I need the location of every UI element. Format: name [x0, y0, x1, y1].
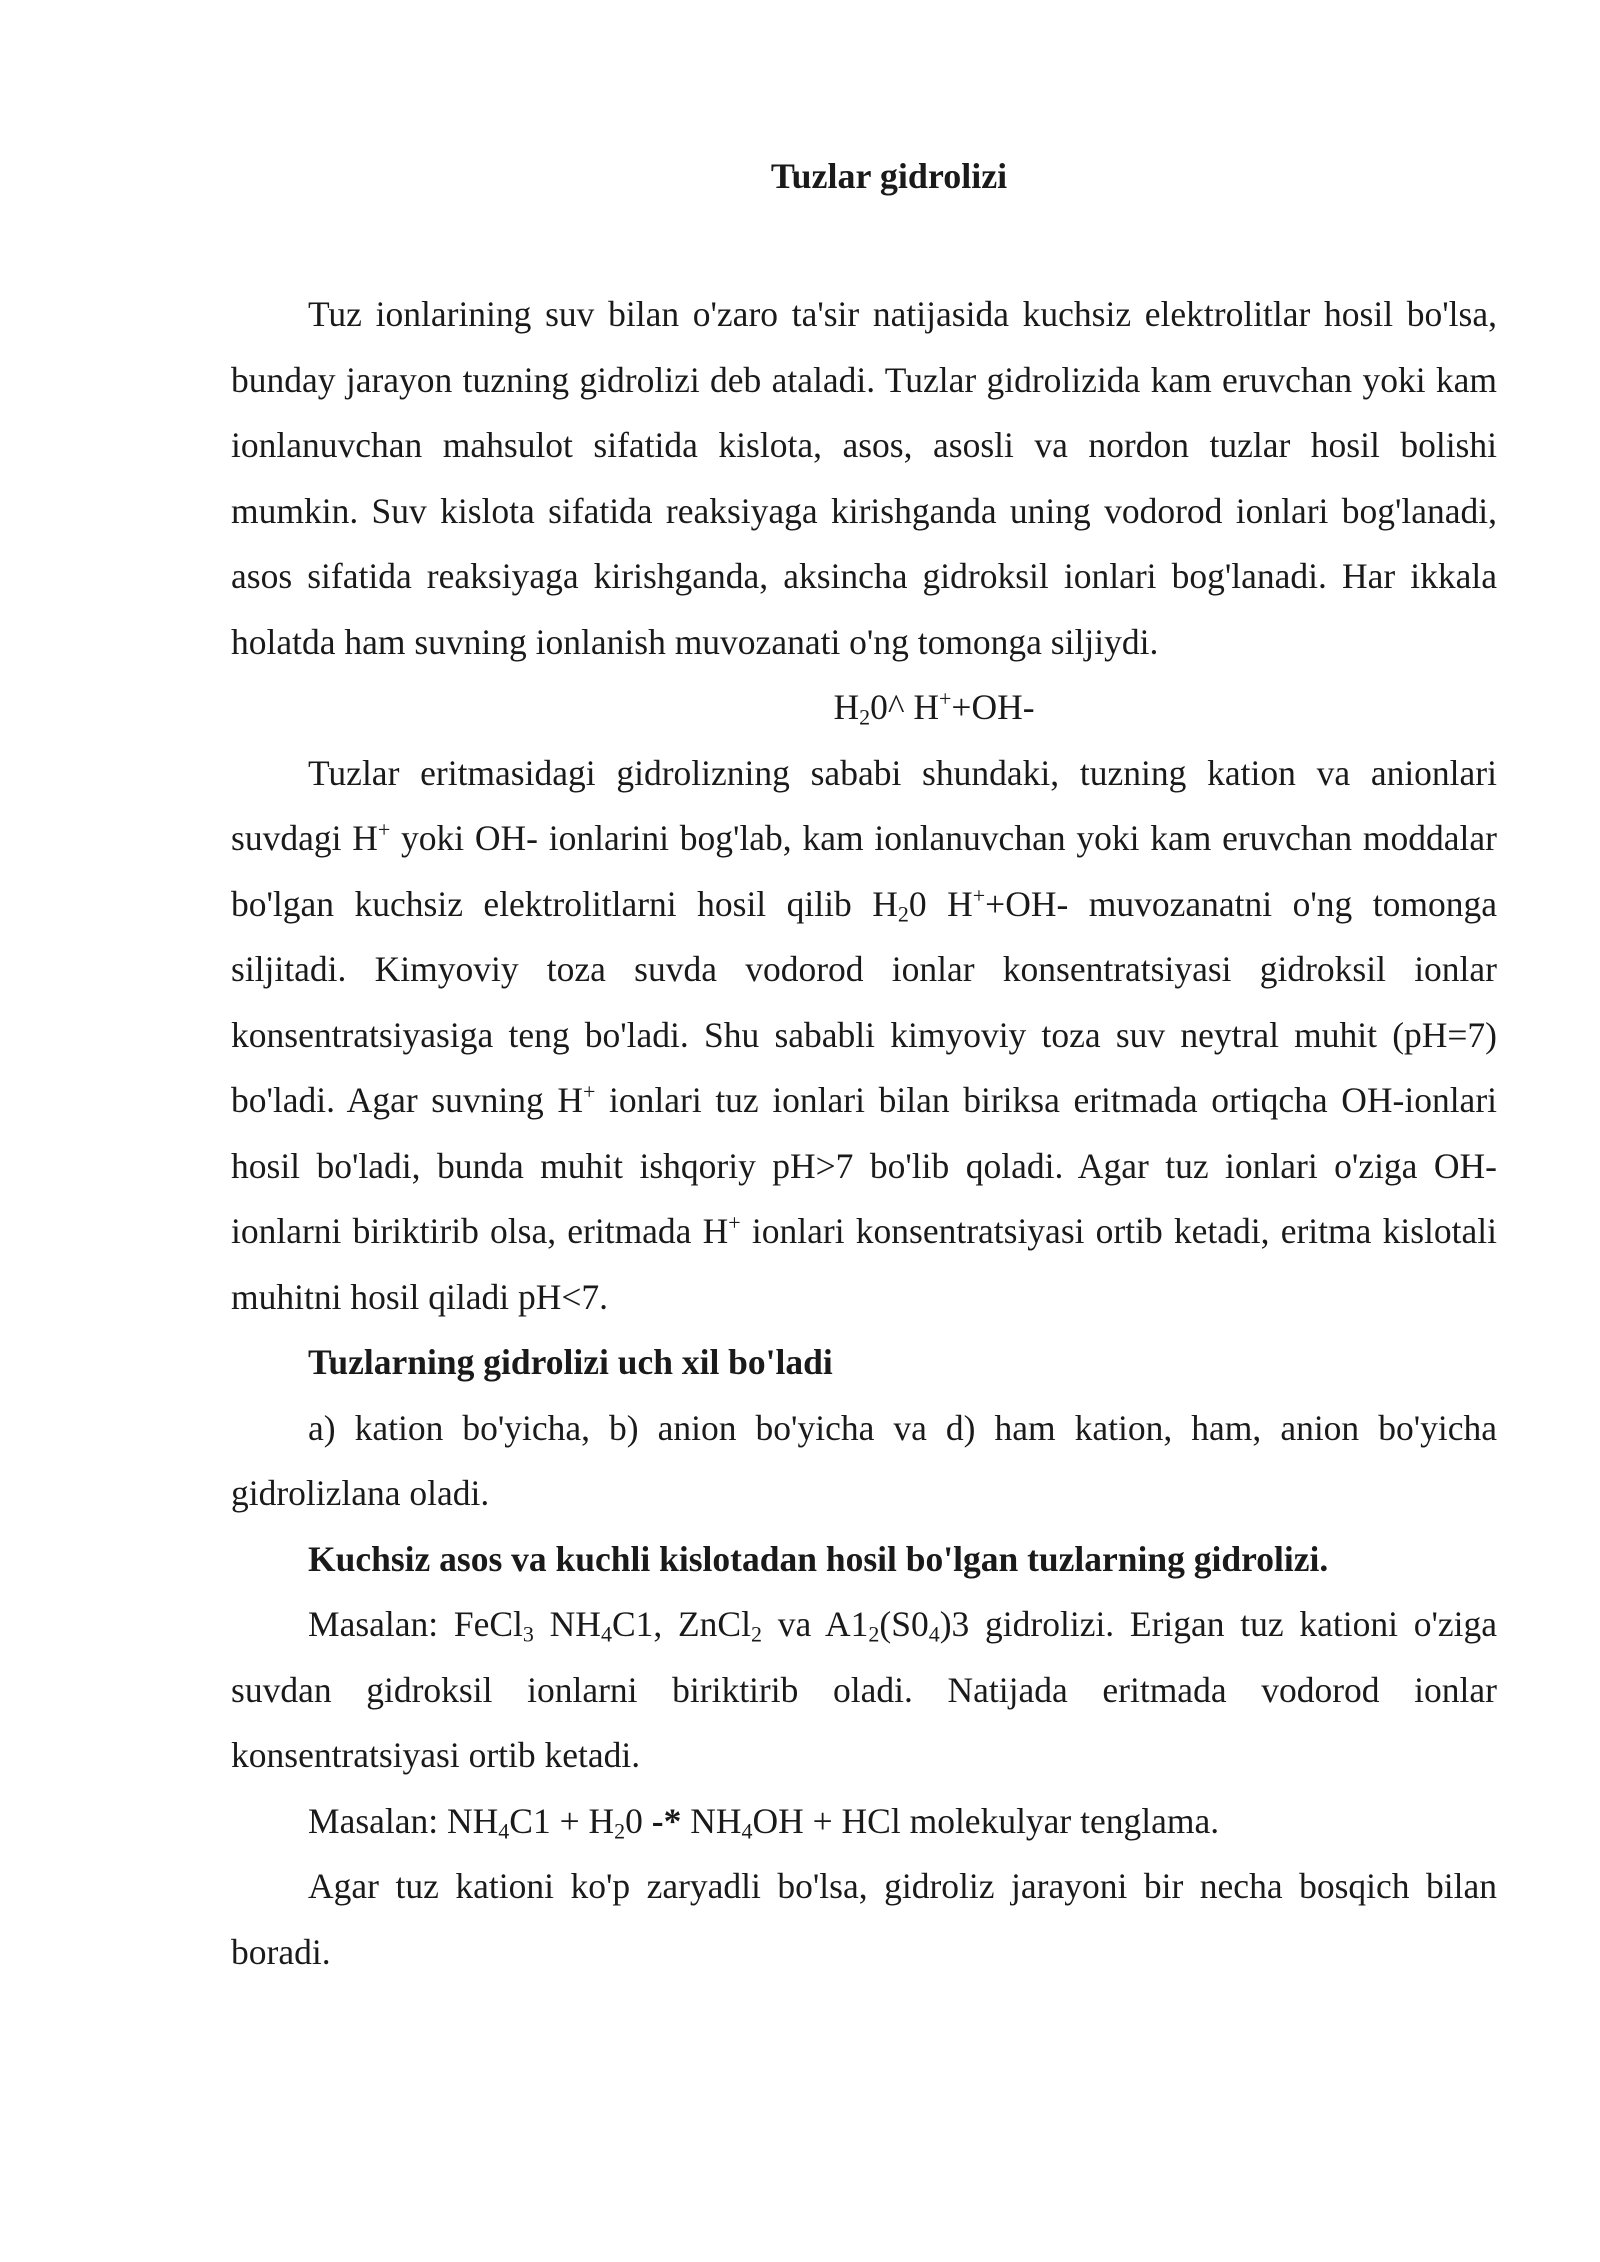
document-body: [231, 282, 1497, 1985]
paragraph: [231, 1854, 1497, 1985]
superscript: +: [939, 685, 952, 711]
equation: [231, 675, 1497, 741]
text-run: +OH- muvozanatni o'ng tomonga siljitadi. Kimyoviy toza suvda vodorod ionlar konsentratsiyasi gidroksil ionlar konsentratsiyasiga teng bo'ladi. Shu sababli kimyoviy toza suv neytral muhit (pH=7) bo'ladi. Agar suvning H: [231, 883, 1497, 1120]
text-run: Agar tuz kationi ko'p zaryadli bo'lsa, gidroliz jarayoni bir necha bosqich bilan boradi.: [231, 1866, 1497, 1972]
text-run: Kuchsiz asos va kuchli kislotadan hosil bo'lgan tuzlarning gidrolizi.: [308, 1538, 1329, 1579]
superscript: +: [728, 1209, 741, 1235]
text-run: C1 + H: [509, 1800, 615, 1841]
subscript: 4: [741, 1818, 753, 1843]
subscript: 2: [750, 1621, 762, 1647]
text-run: )3 gidrolizi. Erigan tuz kationi o'ziga suvdan gidroksil ionlarni biriktirib oladi. Natijada eritmada vodorod ionlar konsentratsiyasi ortib ketadi.: [231, 1604, 1498, 1775]
text-run: 0 H: [908, 883, 973, 924]
text-run: (S0: [879, 1604, 929, 1644]
subscript: 3: [522, 1621, 534, 1647]
text-run: OH + HCl molekulyar tenglama.: [752, 1800, 1220, 1841]
text-run: 0: [625, 1800, 652, 1841]
paragraph: [231, 1396, 1497, 1527]
section-heading: [231, 1330, 1497, 1396]
bold-run: -*: [651, 1800, 682, 1841]
text-run: Masalan: FeCl: [308, 1604, 523, 1644]
text-run: NH: [533, 1604, 601, 1644]
superscript: +: [582, 1078, 596, 1104]
text-run: Masalan: NH: [308, 1800, 499, 1841]
superscript: +: [377, 816, 391, 842]
text-run: H: [833, 687, 860, 727]
text-run: +OH-: [951, 687, 1035, 727]
paragraph: [231, 741, 1497, 1331]
subscript: 4: [498, 1818, 510, 1843]
subscript: 2: [614, 1818, 626, 1843]
text-run: yoki OH- ionlarini bog'lab, kam ionlanuvchan yoki kam eruvchan moddalar bo'lgan kuchsiz elektrolitlarni hosil qilib H: [231, 818, 1497, 924]
text-run: Tuz ionlarining suv bilan o'zaro ta'sir natijasida kuchsiz elektrolitlar hosil bo'lsa, bunday jarayon tuzning gidrolizi deb ataladi. Tuzlar gidrolizida kam eruvchan yoki kam ionlanuvchan mahsulot sifatida kislota, asos, asosli va nordon tuzlar hosil bolishi mumkin. Suv kislota sifatida reaksiyaga kirishganda uning vodorod ionlari bog'lanadi, asos sifatida reaksiyaga kirishganda, aksincha gidroksil ionlari bog'lanadi. Har ikkala holatda ham suvning ionlanish muvozanati o'ng tomonga siljiydi.: [231, 294, 1497, 662]
text-run: Tuzlar eritmasidagi gidrolizning sababi shundaki, tuzning kation va anionlari suvdagi H: [231, 752, 1497, 858]
section-heading: [231, 1527, 1497, 1593]
text-run: a) kation bo'yicha, b) anion bo'yicha va d) ham kation, ham, anion bo'yicha gidrolizlana oladi.: [231, 1407, 1497, 1513]
text-run: ionlari konsentratsiyasi ortib ketadi, eritma kislotali muhitni hosil qiladi pH<7.: [231, 1211, 1497, 1317]
text-run: Tuzlarning gidrolizi uch xil bo'ladi: [308, 1342, 833, 1382]
page-title: Tuzlar gidrolizi: [770, 156, 1008, 196]
paragraph: [231, 1789, 1497, 1855]
subscript: 4: [600, 1621, 612, 1647]
subscript: 4: [928, 1621, 940, 1647]
subscript: 2: [868, 1621, 880, 1647]
subscript: 2: [859, 704, 871, 730]
text-run: 0^ H: [870, 687, 939, 727]
text-run: C1, ZnCl: [611, 1604, 751, 1644]
paragraph: [231, 282, 1497, 675]
text-run: ionlari tuz ionlari bilan biriksa eritmada ortiqcha OH-ionlari hosil bo'ladi, bunda muhit ishqoriy pH>7 bo'lib qoladi. Agar tuz ionlari o'ziga OH- ionlarni biriktirib olsa, eritmada H: [231, 1080, 1497, 1251]
paragraph: [231, 1592, 1497, 1789]
text-run: va A1: [761, 1604, 869, 1644]
superscript: +: [972, 882, 986, 908]
subscript: 2: [897, 901, 909, 926]
text-run: NH: [681, 1800, 742, 1841]
